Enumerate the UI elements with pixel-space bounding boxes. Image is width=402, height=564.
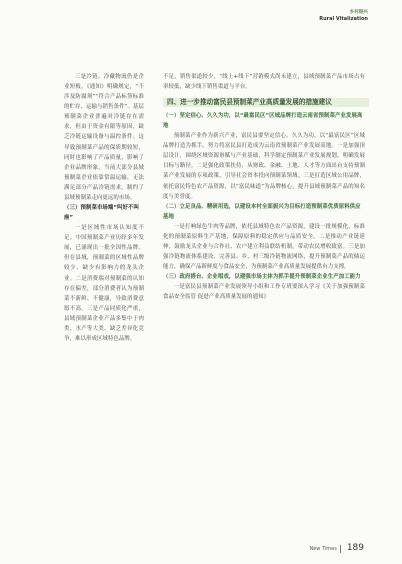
subheading-1: （一）坚定信心、久久为功，以“最富民区”区域品牌打造云南省预制菜产业发展高地 — [163, 113, 363, 130]
section-tag-en: Rural Vitalization — [319, 16, 368, 22]
right-paragraph-2: 一是打响绿色牛肉等品牌，依托县域特色农产品资源，建设一批规模化、标准化的预制菜原料生产基地，保障原料的稳定供应与品质安全。二是推动产业链延伸，鼓励龙头企业与合作社、农户建立利益联结机制，带动农民增收致富。三是加强冷链物流体系建设，完善县、乡、村三级冷链物流网络，提升预制菜产品的储运能力，确保产品新鲜度与食品安全，为预制菜产业高质量发展提供有力支撑。 — [163, 223, 365, 271]
right-paragraph-3: 一是富民县预制菜产业发展领导小组和工作专班要深入学习《关于加强预制菜食品安全监管 促进产业高质量发展的通知》 — [163, 284, 365, 301]
right-paragraph-1: 预制菜产业作为新兴产业，富民县要坚定信心，久久为功，以“最富民区”区域品牌打造为抓手，努力将富民县打造成为云南省预制菜产业发展高地。一是加强顶层设计，围绕区域资源禀赋与产业基础，科学制定预制菜产业发展规划，明确发展目标与路径。二是强化政策扶持，从财政、金融、土地、人才等方面出台支持预制菜产业发展的专项政策，引导社会资本投向预制菜领域。三是打造区域公用品牌，依托富民特色农产品资源，以“富民味道”为品牌核心，提升县域预制菜产品的知名度与美誉度。 — [163, 133, 365, 200]
right-column-top — [163, 72, 365, 92]
subheading-2: （二）立足良品、精研用选，以建设本村全面振兴为目标打造预制菜优质原料供应基地 — [163, 203, 361, 220]
page-number: 189 — [346, 543, 364, 553]
left-column — [64, 72, 144, 344]
section-heading-banner — [163, 98, 369, 107]
right-column — [163, 111, 365, 302]
section-tag — [319, 10, 368, 23]
left-paragraph-1: 三是冷链、冷藏物流仍是企业短板。《通知》明确规定，“不涉及防腐剂”“符合产品标签标准的贮存、运输与销售条件”。基层预制菜企业普遍对冷链存在需求，但由于资金有限等原因，缺乏冷链运输设备与温控条件。这导致预制菜产品的保质期较短，同时也影响了产品质量，影响了企业品牌形象。当前大部分县域预制菜企业依靠常温运输，无法满足部分产品冷链需求，制约了县域预制菜走向更远的市场。 — [64, 74, 144, 201]
section-tag-zh: 乡村振兴 — [349, 10, 368, 15]
journal-name: New Times — [309, 546, 337, 552]
left-subheading: （三）预制菜市场端“叫好不叫座” — [64, 205, 140, 222]
page-footer — [309, 543, 364, 553]
section-heading: 四、进一步推动富民县预制菜产业高质量发展的措施建议 — [167, 98, 332, 106]
subheading-3: （三）政府搭台、企业唱戏，以建强市场主体为抓手提升预制菜企业生产加工能力 — [163, 274, 361, 281]
left-paragraph-2: 一是区域性市场认知度不足。中国预制菜产业历经多年发展，已涌现出一批全国性品牌。但在县域，预制菜的区域性品牌较少，缺少有影响力的龙头企业。二是消费端对预制菜的认知存在偏差，部分消费者认为预制菜不新鲜、不健康，导致消费意愿不高。三是产品同质化严重，县域预制菜企业产品多集中于肉类、水产等大类，缺乏差异化竞争，难以形成区域特色品牌。 — [64, 225, 144, 343]
footer-divider — [340, 545, 341, 553]
right-paragraph-top: 不足，销售渠道较少，“线上+线下”营销模式尚未建立，县域预制菜产品市场占有率较低，缺少线下销售渠道与平台。 — [163, 74, 365, 91]
